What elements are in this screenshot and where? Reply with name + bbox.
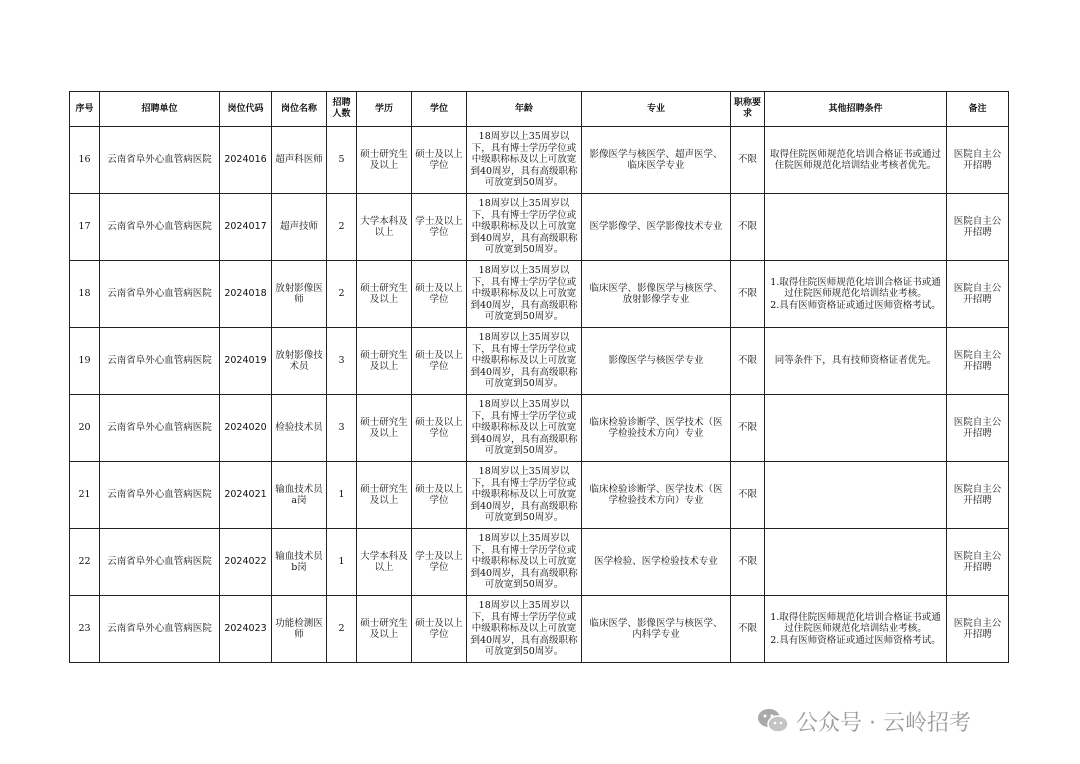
headcount-cell: 2 bbox=[327, 194, 357, 261]
header-cell: 岗位代码 bbox=[220, 92, 272, 127]
table-row bbox=[70, 127, 1009, 194]
post-code-cell: 2024017 bbox=[220, 194, 272, 261]
title-requirement-cell: 不限 bbox=[731, 462, 765, 529]
unit-cell: 云南省阜外心血管病医院 bbox=[100, 127, 220, 194]
unit-cell: 云南省阜外心血管病医院 bbox=[100, 328, 220, 395]
major-cell: 临床检验诊断学、医学技术（医学检验技术方向）专业 bbox=[582, 395, 731, 462]
age-requirement-cell: 18周岁以上35周岁以下，具有博士学历学位或中级职称标及以上可放宽到40周岁，具有高级职称可放宽到50周岁。 bbox=[467, 194, 582, 261]
unit-cell: 云南省阜外心血管病医院 bbox=[100, 529, 220, 596]
table-row bbox=[70, 261, 1009, 328]
other-conditions-cell bbox=[765, 596, 947, 663]
table-row bbox=[70, 596, 1009, 663]
post-code-cell: 2024022 bbox=[220, 529, 272, 596]
degree-cell: 学士及以上学位 bbox=[412, 194, 467, 261]
age-requirement-cell: 18周岁以上35周岁以下，具有博士学历学位或中级职称标及以上可放宽到40周岁，具有高级职称可放宽到50周岁。 bbox=[467, 328, 582, 395]
age-requirement-cell: 18周岁以上35周岁以下，具有博士学历学位或中级职称标及以上可放宽到40周岁，具有高级职称可放宽到50周岁。 bbox=[467, 261, 582, 328]
degree-cell: 硕士及以上学位 bbox=[412, 328, 467, 395]
post-name-cell: 输血技术员b岗 bbox=[272, 529, 327, 596]
row-number-cell: 19 bbox=[70, 328, 100, 395]
age-requirement-cell: 18周岁以上35周岁以下，具有博士学历学位或中级职称标及以上可放宽到40周岁，具有高级职称可放宽到50周岁。 bbox=[467, 462, 582, 529]
post-name-cell: 放射影像技术员 bbox=[272, 328, 327, 395]
remark-cell: 医院自主公开招聘 bbox=[947, 529, 1009, 596]
title-requirement-cell: 不限 bbox=[731, 127, 765, 194]
condition-line: 同等条件下，具有技师资格证者优先。 bbox=[774, 355, 937, 367]
other-conditions-cell bbox=[765, 462, 947, 529]
remark-cell: 医院自主公开招聘 bbox=[947, 261, 1009, 328]
education-cell: 硕士研究生及以上 bbox=[357, 328, 412, 395]
remark-cell: 医院自主公开招聘 bbox=[947, 462, 1009, 529]
degree-cell: 硕士及以上学位 bbox=[412, 462, 467, 529]
title-requirement-cell: 不限 bbox=[731, 529, 765, 596]
post-code-cell: 2024023 bbox=[220, 596, 272, 663]
education-cell: 硕士研究生及以上 bbox=[357, 261, 412, 328]
headcount-cell: 2 bbox=[327, 596, 357, 663]
header-cell: 序号 bbox=[70, 92, 100, 127]
unit-cell: 云南省阜外心血管病医院 bbox=[100, 261, 220, 328]
condition-line: 1.取得住院医师规范化培训合格证书或通过住院医师规范化培训结业考核。 bbox=[770, 611, 941, 635]
degree-cell: 硕士及以上学位 bbox=[412, 395, 467, 462]
table-row bbox=[70, 194, 1009, 261]
other-conditions-cell bbox=[765, 529, 947, 596]
watermark bbox=[756, 703, 971, 739]
row-number-cell: 23 bbox=[70, 596, 100, 663]
major-cell: 临床检验诊断学、医学技术（医学检验技术方向）专业 bbox=[582, 462, 731, 529]
remark-cell: 医院自主公开招聘 bbox=[947, 596, 1009, 663]
row-number-cell: 17 bbox=[70, 194, 100, 261]
title-requirement-cell: 不限 bbox=[731, 194, 765, 261]
age-requirement-cell: 18周岁以上35周岁以下，具有博士学历学位或中级职称标及以上可放宽到40周岁，具有高级职称可放宽到50周岁。 bbox=[467, 596, 582, 663]
education-cell: 大学本科及以上 bbox=[357, 529, 412, 596]
table-row bbox=[70, 462, 1009, 529]
post-name-cell: 功能检测医师 bbox=[272, 596, 327, 663]
header-cell: 学历 bbox=[357, 92, 412, 127]
watermark-text: 公众号 · 云岭招考 bbox=[796, 710, 971, 736]
row-number-cell: 16 bbox=[70, 127, 100, 194]
education-cell: 硕士研究生及以上 bbox=[357, 127, 412, 194]
headcount-cell: 1 bbox=[327, 462, 357, 529]
post-code-cell: 2024021 bbox=[220, 462, 272, 529]
table-row bbox=[70, 328, 1009, 395]
header-cell: 招聘人数 bbox=[327, 92, 357, 127]
unit-cell: 云南省阜外心血管病医院 bbox=[100, 596, 220, 663]
header-cell: 职称要求 bbox=[731, 92, 765, 127]
title-requirement-cell: 不限 bbox=[731, 328, 765, 395]
other-conditions-cell bbox=[765, 328, 947, 395]
post-name-cell: 放射影像医师 bbox=[272, 261, 327, 328]
age-requirement-cell: 18周岁以上35周岁以下，具有博士学历学位或中级职称标及以上可放宽到40周岁，具有高级职称可放宽到50周岁。 bbox=[467, 127, 582, 194]
title-requirement-cell: 不限 bbox=[731, 596, 765, 663]
major-cell: 临床医学、影像医学与核医学、放射影像学专业 bbox=[582, 261, 731, 328]
major-cell: 影像医学与核医学专业 bbox=[582, 328, 731, 395]
post-name-cell: 输血技术员a岗 bbox=[272, 462, 327, 529]
education-cell: 大学本科及以上 bbox=[357, 194, 412, 261]
table-row bbox=[70, 395, 1009, 462]
degree-cell: 学士及以上学位 bbox=[412, 529, 467, 596]
degree-cell: 硕士及以上学位 bbox=[412, 127, 467, 194]
row-number-cell: 18 bbox=[70, 261, 100, 328]
post-code-cell: 2024016 bbox=[220, 127, 272, 194]
post-code-cell: 2024020 bbox=[220, 395, 272, 462]
remark-cell: 医院自主公开招聘 bbox=[947, 194, 1009, 261]
education-cell: 硕士研究生及以上 bbox=[357, 395, 412, 462]
recruitment-table bbox=[69, 91, 1009, 663]
unit-cell: 云南省阜外心血管病医院 bbox=[100, 395, 220, 462]
wechat-icon bbox=[756, 706, 790, 736]
major-cell: 医学影像学、医学影像技术专业 bbox=[582, 194, 731, 261]
header-cell: 其他招聘条件 bbox=[765, 92, 947, 127]
other-conditions-cell bbox=[765, 127, 947, 194]
age-requirement-cell: 18周岁以上35周岁以下，具有博士学历学位或中级职称标及以上可放宽到40周岁，具有高级职称可放宽到50周岁。 bbox=[467, 529, 582, 596]
row-number-cell: 20 bbox=[70, 395, 100, 462]
remark-cell: 医院自主公开招聘 bbox=[947, 328, 1009, 395]
post-name-cell: 超声科医师 bbox=[272, 127, 327, 194]
header-cell: 备注 bbox=[947, 92, 1009, 127]
age-requirement-cell: 18周岁以上35周岁以下，具有博士学历学位或中级职称标及以上可放宽到40周岁，具有高级职称可放宽到50周岁。 bbox=[467, 395, 582, 462]
remark-cell: 医院自主公开招聘 bbox=[947, 127, 1009, 194]
condition-line: 取得住院医师规范化培训合格证书或通过住院医师规范化培训结业考核者优先。 bbox=[769, 148, 941, 171]
header-cell: 学位 bbox=[412, 92, 467, 127]
education-cell: 硕士研究生及以上 bbox=[357, 596, 412, 663]
unit-cell: 云南省阜外心血管病医院 bbox=[100, 462, 220, 529]
degree-cell: 硕士及以上学位 bbox=[412, 261, 467, 328]
headcount-cell: 5 bbox=[327, 127, 357, 194]
headcount-cell: 3 bbox=[327, 328, 357, 395]
post-code-cell: 2024018 bbox=[220, 261, 272, 328]
other-conditions-cell bbox=[765, 194, 947, 261]
row-number-cell: 22 bbox=[70, 529, 100, 596]
condition-line: 2.具有医师资格证或通过医师资格考试。 bbox=[770, 634, 941, 646]
major-cell: 影像医学与核医学、超声医学、临床医学专业 bbox=[582, 127, 731, 194]
other-conditions-cell bbox=[765, 395, 947, 462]
title-requirement-cell: 不限 bbox=[731, 261, 765, 328]
condition-line: 2.具有医师资格证或通过医师资格考试。 bbox=[770, 299, 941, 311]
headcount-cell: 3 bbox=[327, 395, 357, 462]
title-requirement-cell: 不限 bbox=[731, 395, 765, 462]
post-name-cell: 超声技师 bbox=[272, 194, 327, 261]
post-name-cell: 检验技术员 bbox=[272, 395, 327, 462]
header-cell: 招聘单位 bbox=[100, 92, 220, 127]
table-row bbox=[70, 529, 1009, 596]
row-number-cell: 21 bbox=[70, 462, 100, 529]
major-cell: 临床医学、影像医学与核医学、内科学专业 bbox=[582, 596, 731, 663]
header-cell: 年龄 bbox=[467, 92, 582, 127]
header-cell: 岗位名称 bbox=[272, 92, 327, 127]
unit-cell: 云南省阜外心血管病医院 bbox=[100, 194, 220, 261]
header-row bbox=[70, 92, 1009, 127]
remark-cell: 医院自主公开招聘 bbox=[947, 395, 1009, 462]
headcount-cell: 1 bbox=[327, 529, 357, 596]
education-cell: 硕士研究生及以上 bbox=[357, 462, 412, 529]
other-conditions-cell bbox=[765, 261, 947, 328]
degree-cell: 硕士及以上学位 bbox=[412, 596, 467, 663]
condition-line: 1.取得住院医师规范化培训合格证书或通过住院医师规范化培训结业考核。 bbox=[770, 276, 941, 300]
major-cell: 医学检验、医学检验技术专业 bbox=[582, 529, 731, 596]
header-cell: 专业 bbox=[582, 92, 731, 127]
headcount-cell: 2 bbox=[327, 261, 357, 328]
post-code-cell: 2024019 bbox=[220, 328, 272, 395]
